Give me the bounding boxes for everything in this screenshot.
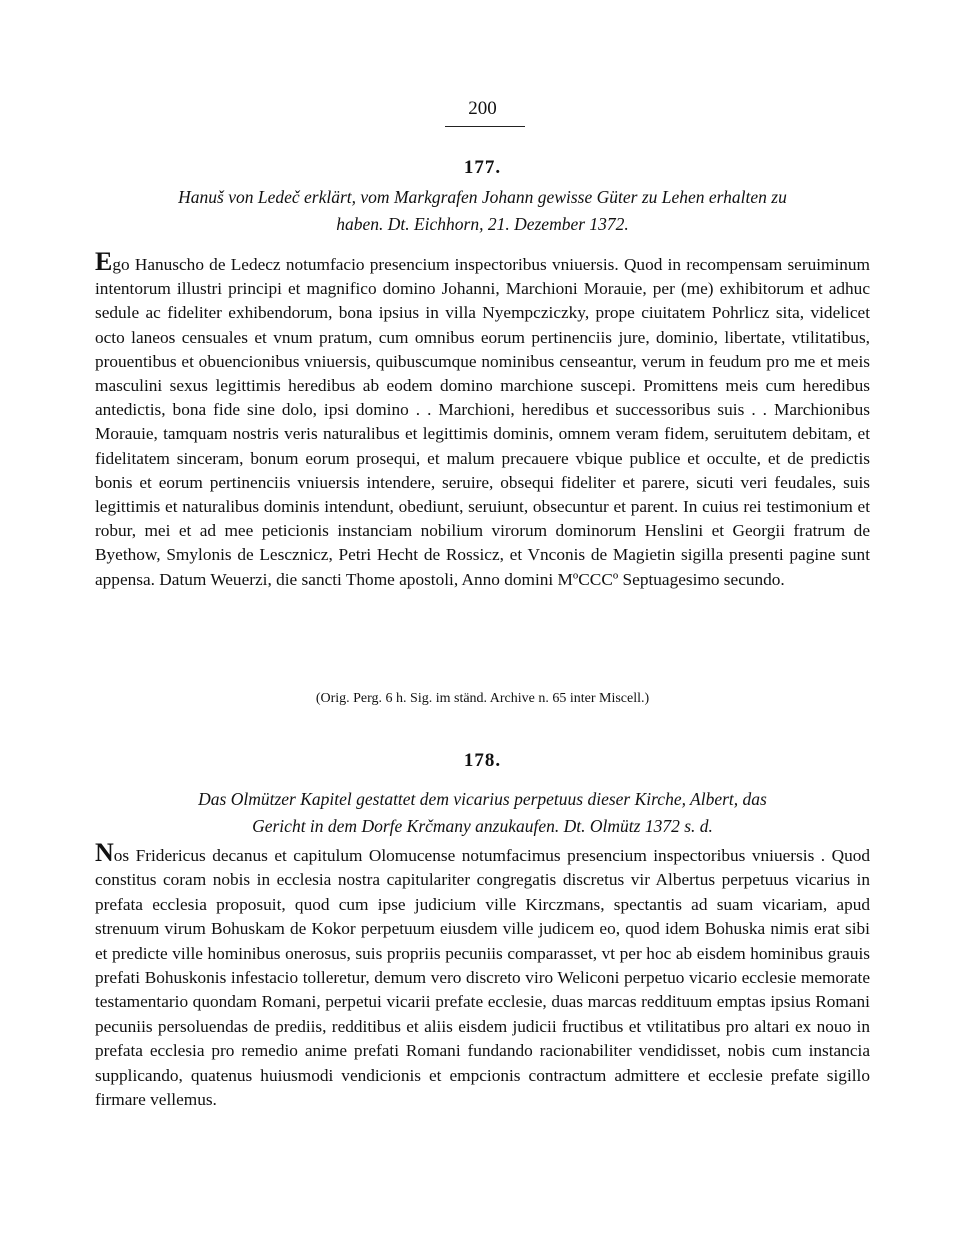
initial-letter: N <box>95 838 114 867</box>
entry-number: 178. <box>463 750 502 771</box>
header-rule <box>445 126 525 127</box>
entry-heading-line: Hanuš von Ledeč erklärt, vom Markgrafen Johann gewisse Güter zu Lehen erhalten zu <box>178 187 787 207</box>
entry-heading-line: Gericht in dem Dorfe Krčmany anzukaufen. Dt. Olmütz 1372 s. d. <box>252 816 713 836</box>
entry-heading-line: Das Olmützer Kapitel gestattet dem vicarius perpetuus dieser Kirche, Albert, das <box>198 789 767 809</box>
page-number: 200 <box>468 98 497 119</box>
entry-body <box>95 838 870 1112</box>
entry-body <box>95 247 870 592</box>
entry-body-text: os Fridericus decanus et capitulum Olomucense notumfacimus presencium inspectoribus vniuersis . Quod constitus coram nobis in ecclesia nostra capitulariter congregatis discretus vir Albertus perpetuus vicarius in prefata ecclesia proposuit, quod cum ipse judicium ville Kirczmans, spectantis ad suam vicariam, apud strenuum virum Bohuskam de Kokor perpetuum eiusdem ville judicem eo, quod idem Bohuska nimis erat sibi et predicte ville hominibus onerosus, suis propriis pecuniis comparasset, vt per hoc ab eisdem hominibus grauis prefati Bohuskonis infestacio tolleretur, demum vero discreto viro Weliconi perpetuo vicario ecclesie memorate testamentario quondam Romani, perpetui vicarii prefate ecclesie, duas marcas reddituum emptas ipsius Romani pecuniis persoluendas de prediis, redditibus et aliis eisdem judicii fructibus et vtilitatibus pro altari ex nouo in prefata ecclesia pro remedio anime prefati Romani fundando racionabiliter vendidisset, nobis cum instancia supplicando, quatenus huiusmodi vendicionis et empcionis contractum admittere et ecclesie prefate sigillo firmare vellemus. <box>95 846 870 1110</box>
entry-heading <box>95 184 870 238</box>
initial-letter: E <box>95 247 113 276</box>
entry-number: 177. <box>463 157 502 178</box>
entry-body-text: go Hanuscho de Ledecz notumfacio presencium inspectoribus vniuersis. Quod in recompensam seruiminum intentorum illustri principi et magnifico domino Johanni, Marchioni Morauie, per (me) exhibitorum et adhuc sedule ac fideliter exhibendorum, bona ipsius in villa Nyempcziczky, prope ciuitatem Pohrlicz sita, videlicet octo laneos censuales et vnum pratum, cum omnibus eorum pertinenciis jure, dominio, libertate, vtilitatibus, prouentibus et obuencionibus vniuersis, quibuscumque nominibus censeantur, verum in feudum pro me et meis masculini sexus legittimis heredibus ab eodem domino marchione suscepi. Promittens meis cum heredibus antedictis, bona fide sine dolo, ipsi domino . . Marchioni, heredibus et successoribus suis . . Marchionibus Morauie, tamquam nostris veris naturalibus et legittimis dominis, omnem veram fidem, seruitutem debitam, et fidelitatem sinceram, bonum eorum prosequi, et malum precauere vbique publice et occulte, et de predictis bonis et eorum pertinenciis vniuersis intendere, seruire, obsequi fideliter et parere, sicuti veri feudales, suis legittimis et naturalibus dominis intendunt, obediunt, seruiunt, obsecuntur et parent. In cuius rei testimonium et robur, mei et ad mee peticionis instanciam nobilium virorum dominorum Henslini et Georgii fratrum de Byethow, Smylonis de Lescznicz, Petri Hecht de Rossicz, et Vnconis de Magietin sigilla presenti pagine sunt appensa. Datum Weuerzi, die sancti Thome apostoli, Anno domini MºCCCº Septuagesimo secundo. <box>95 255 870 589</box>
entry-heading-line: haben. Dt. Eichhorn, 21. Dezember 1372. <box>336 214 629 234</box>
source-citation: (Orig. Perg. 6 h. Sig. im ständ. Archive n. 65 inter Miscell.) <box>315 691 650 706</box>
entry-heading <box>95 786 870 840</box>
